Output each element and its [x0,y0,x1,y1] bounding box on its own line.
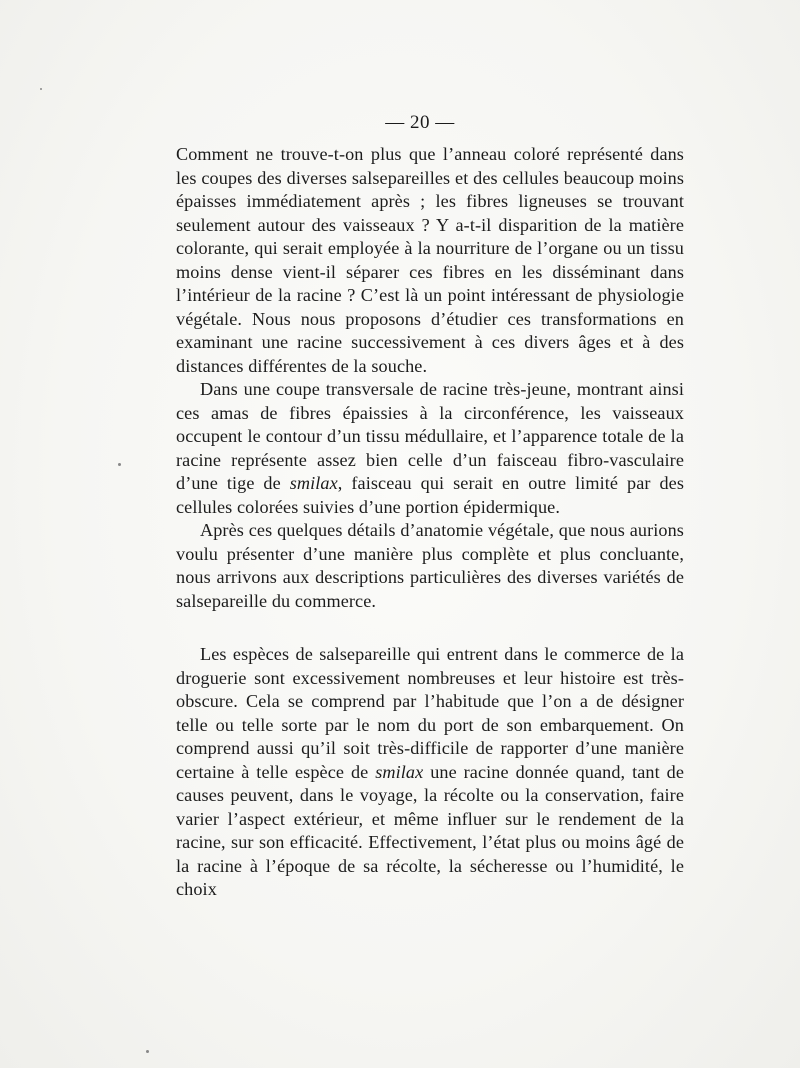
text-section-1 [176,143,684,613]
paper-speck [40,88,42,90]
paragraph [176,143,684,378]
paragraph-text: Comment ne trouve-t-on plus que l’anneau coloré représenté dans les coupes des diverses salsepareilles et des cellules beaucoup moins épaisses immédiatement après ; les fibres ligneuses se trouvant seulement autour des vaisseaux ? Y a-t-il disparition de la matière colorante, qui serait employée à la nourriture de l’organe ou un tissu moins dense vient-il séparer ces fibres en les disséminant dans l’intérieur de la racine ? C’est là un point intéressant de physiologie végétale. Nous nous proposons d’étudier ces transformations en examinant une racine successivement à ces divers âges et à des distances différentes de la souche. [176,144,684,376]
paper-speck [146,1050,149,1053]
paragraph-text: , faisceau qui serait en outre limité par des cellules colorées suivies d’une portion épidermique. [176,473,684,517]
paragraph-text: Après ces quelques détails d’anatomie végétale, que nous aurions voulu présenter d’une manière plus complète et plus concluante, nous arrivons aux descriptions particulières des diverses variétés de salsepareille du commerce. [176,520,684,611]
paragraph-text: une racine donnée quand, tant de causes peuvent, dans le voyage, la récolte ou la conservation, faire varier l’aspect extérieur, et même influer sur le rendement de la racine, sur son efficacité. Effectivement, l’état plus ou moins âgé de la racine à l’époque de sa récolte, la sécheresse ou l’humidité, le choix [176,761,684,899]
text-section-2 [176,643,684,902]
paragraph-text: Les espèces de salsepareille qui entrent dans le commerce de la droguerie sont excessivement nombreuses et leur histoire est très-obscure. Cela se comprend par l’habitude que l’on a de désigner telle ou telle sorte par le nom du port de son embarquement. On comprend aussi qu’il soit très-difficile de rapporter d’une manière certaine à telle espèce de [176,644,684,782]
paragraph [176,519,684,613]
paragraph [176,378,684,519]
italic-term: smilax [375,761,424,782]
paragraph-text: Dans une coupe transversale de racine très-jeune, montrant ainsi ces amas de fibres épaissies à la circonférence, les vaisseaux occupent le contour d’un tissu médullaire, et l’apparence totale de la racine représente assez bien celle d’un faisceau fibro-vasculaire d’une tige de [176,379,684,493]
italic-term: smilax [289,473,338,493]
paragraph [176,643,684,902]
paper-speck [118,463,121,466]
page-number: — 20 — [385,112,455,133]
